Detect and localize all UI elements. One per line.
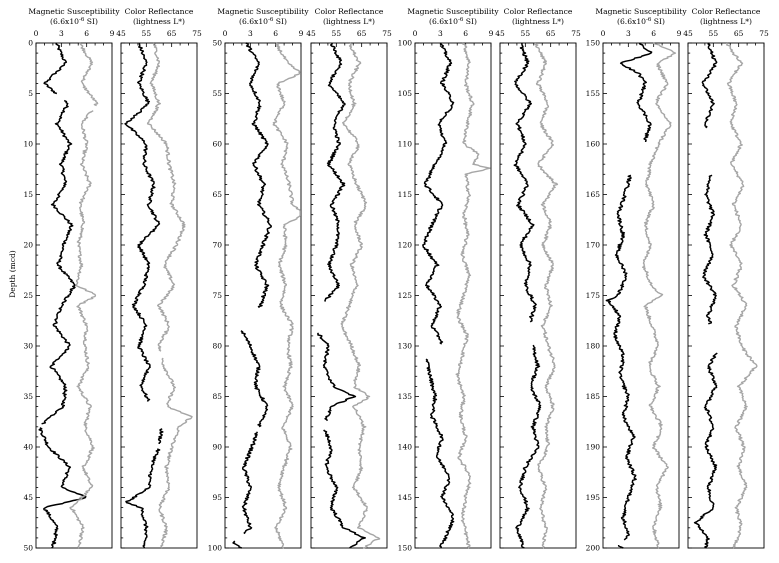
depth-tick-label: 185 [585,392,600,402]
series-line-black [125,43,163,548]
depth-tick-label: 145 [397,493,412,503]
depth-axis-label: Depth (mcd) [8,250,17,298]
x-tick-label: 65 [733,29,744,38]
panel-units [429,17,477,26]
x-tick-label: 65 [545,29,556,38]
panel-units [617,17,665,26]
depth-tick-label: 0 [28,38,33,48]
depth-tick-label: 75 [212,291,222,301]
panel-units-exponent: -6 [79,17,85,23]
series-line-black [695,43,718,548]
depth-tick-label: 125 [397,291,412,301]
log-panel [398,7,500,553]
depth-tick-label: 90 [212,442,222,452]
series-line-gray [341,43,379,548]
panel-frame [415,43,491,548]
x-tick-label: 9 [109,29,115,38]
series-line-black [606,43,651,548]
x-tick-label: 3 [247,29,253,38]
panel-units-prefix: (6.6x10 [429,17,459,26]
panel-units-exponent: -6 [268,17,274,23]
x-tick-label: 3 [58,29,64,38]
x-tick-label: 75 [192,29,202,38]
depth-tick-label: 190 [585,442,600,452]
series-line-gray [643,43,676,548]
depth-tick-label: 115 [397,190,412,200]
panel-title: Magnetic Susceptibility [28,7,120,16]
depth-tick-label: 130 [397,341,412,351]
x-tick-label: 6 [463,29,469,38]
series-line-gray [70,43,98,548]
depth-tick-label: 170 [585,240,600,250]
series-line-black [514,43,540,548]
depth-tick-label: 65 [212,190,222,200]
series-line-gray [148,43,192,548]
x-tick-label: 9 [488,29,494,38]
depth-tick-label: 160 [585,139,600,149]
depth-tick-label: 150 [397,543,412,553]
depth-tick-label: 45 [23,493,33,503]
depth-tick-label: 5 [28,89,33,99]
x-tick-label: 45 [116,29,126,38]
depth-tick-label: 25 [23,291,33,301]
log-panels [23,7,769,553]
log-panel [208,7,310,553]
panel-units-suffix: SI) [273,17,287,26]
x-tick-label: 6 [273,29,279,38]
panel-units-exponent: -6 [458,17,464,23]
x-tick-label: 3 [625,29,631,38]
depth-tick-label: 140 [397,442,412,452]
panel-title: Color Reflectance [691,7,761,16]
depth-tick-label: 200 [585,543,600,553]
panel-title: Magnetic Susceptibility [217,7,309,16]
x-tick-label: 45 [495,29,505,38]
depth-tick-label: 35 [23,392,33,402]
depth-tick-label: 180 [585,341,600,351]
x-tick-label: 0 [222,29,228,38]
panel-frame [311,43,387,548]
depth-tick-label: 105 [397,89,412,99]
depth-tick-label: 120 [397,240,412,250]
panel-frame [36,43,112,548]
x-tick-label: 9 [676,29,682,38]
x-tick-label: 3 [437,29,443,38]
x-tick-label: 0 [600,29,606,38]
series-line-black [39,43,85,548]
depth-tick-label: 10 [23,139,33,149]
depth-tick-label: 175 [585,291,600,301]
log-panel [116,7,202,548]
x-tick-label: 45 [306,29,316,38]
panel-units [133,17,185,26]
series-line-gray [727,43,757,548]
depth-tick-label: 165 [585,190,600,200]
depth-tick-label: 95 [212,493,222,503]
panel-units [700,17,752,26]
depth-tick-label: 135 [397,392,412,402]
x-tick-label: 0 [33,29,39,38]
panel-title: Color Reflectance [503,7,573,16]
x-tick-label: 55 [708,29,719,38]
panel-units [323,17,375,26]
depth-tick-label: 55 [212,89,222,99]
depth-tick-label: 30 [23,341,33,351]
x-tick-label: 65 [166,29,177,38]
depth-tick-label: 100 [397,38,412,48]
panel-units-prefix: (6.6x10 [239,17,269,26]
panel-units-exponent: -6 [646,17,652,23]
x-tick-label: 75 [759,29,769,38]
depth-tick-label: 155 [585,89,600,99]
panel-units [50,17,98,26]
series-line-black [318,43,366,548]
panel-units-prefix: (6.6x10 [50,17,80,26]
series-line-black [423,43,454,548]
panel-units [512,17,564,26]
panel-units-suffix: SI) [463,17,477,26]
panel-title: Color Reflectance [124,7,194,16]
log-panel [23,7,120,553]
series-line-black [233,43,271,548]
panel-units-prefix: (6.6x10 [617,17,647,26]
panel-units [239,17,287,26]
depth-tick-label: 60 [212,139,222,149]
panel-units-suffix: SI) [84,17,98,26]
panel-title: Magnetic Susceptibility [407,7,499,16]
log-panel [586,7,688,553]
depth-tick-label: 20 [23,240,33,250]
depth-tick-label: 80 [212,341,222,351]
panel-title: Color Reflectance [314,7,384,16]
log-panel [495,7,581,548]
depth-tick-label: 50 [23,543,33,553]
panel-frame [688,43,764,548]
depth-tick-label: 40 [23,442,33,452]
depth-tick-label: 85 [212,392,222,402]
log-panel [306,7,392,548]
panel-units-prefix: (lightness L*) [132,17,186,26]
depth-tick-label: 150 [585,38,600,48]
log-panel [683,7,769,548]
x-tick-label: 6 [651,29,657,38]
x-tick-label: 55 [331,29,342,38]
panel-frame [500,43,576,548]
series-line-gray [535,43,558,548]
x-tick-label: 0 [412,29,418,38]
depth-tick-label: 110 [397,139,412,149]
x-tick-label: 55 [141,29,152,38]
depth-tick-label: 70 [212,240,222,250]
x-tick-label: 55 [520,29,531,38]
panel-title: Magnetic Susceptibility [595,7,687,16]
depth-tick-label: 100 [207,543,222,553]
x-tick-label: 75 [382,29,392,38]
panel-units-suffix: SI) [651,17,665,26]
x-tick-label: 75 [571,29,581,38]
x-tick-label: 6 [84,29,90,38]
x-tick-label: 65 [356,29,367,38]
panel-units-prefix: (lightness L*) [511,17,565,26]
depth-tick-label: 15 [23,190,33,200]
x-tick-label: 9 [298,29,304,38]
series-line-gray [456,43,490,548]
depth-tick-label: 195 [585,493,600,503]
depth-tick-label: 50 [212,38,222,48]
panel-units-prefix: (lightness L*) [322,17,376,26]
series-line-gray [273,43,300,548]
x-tick-label: 45 [683,29,693,38]
panel-units-prefix: (lightness L*) [699,17,753,26]
